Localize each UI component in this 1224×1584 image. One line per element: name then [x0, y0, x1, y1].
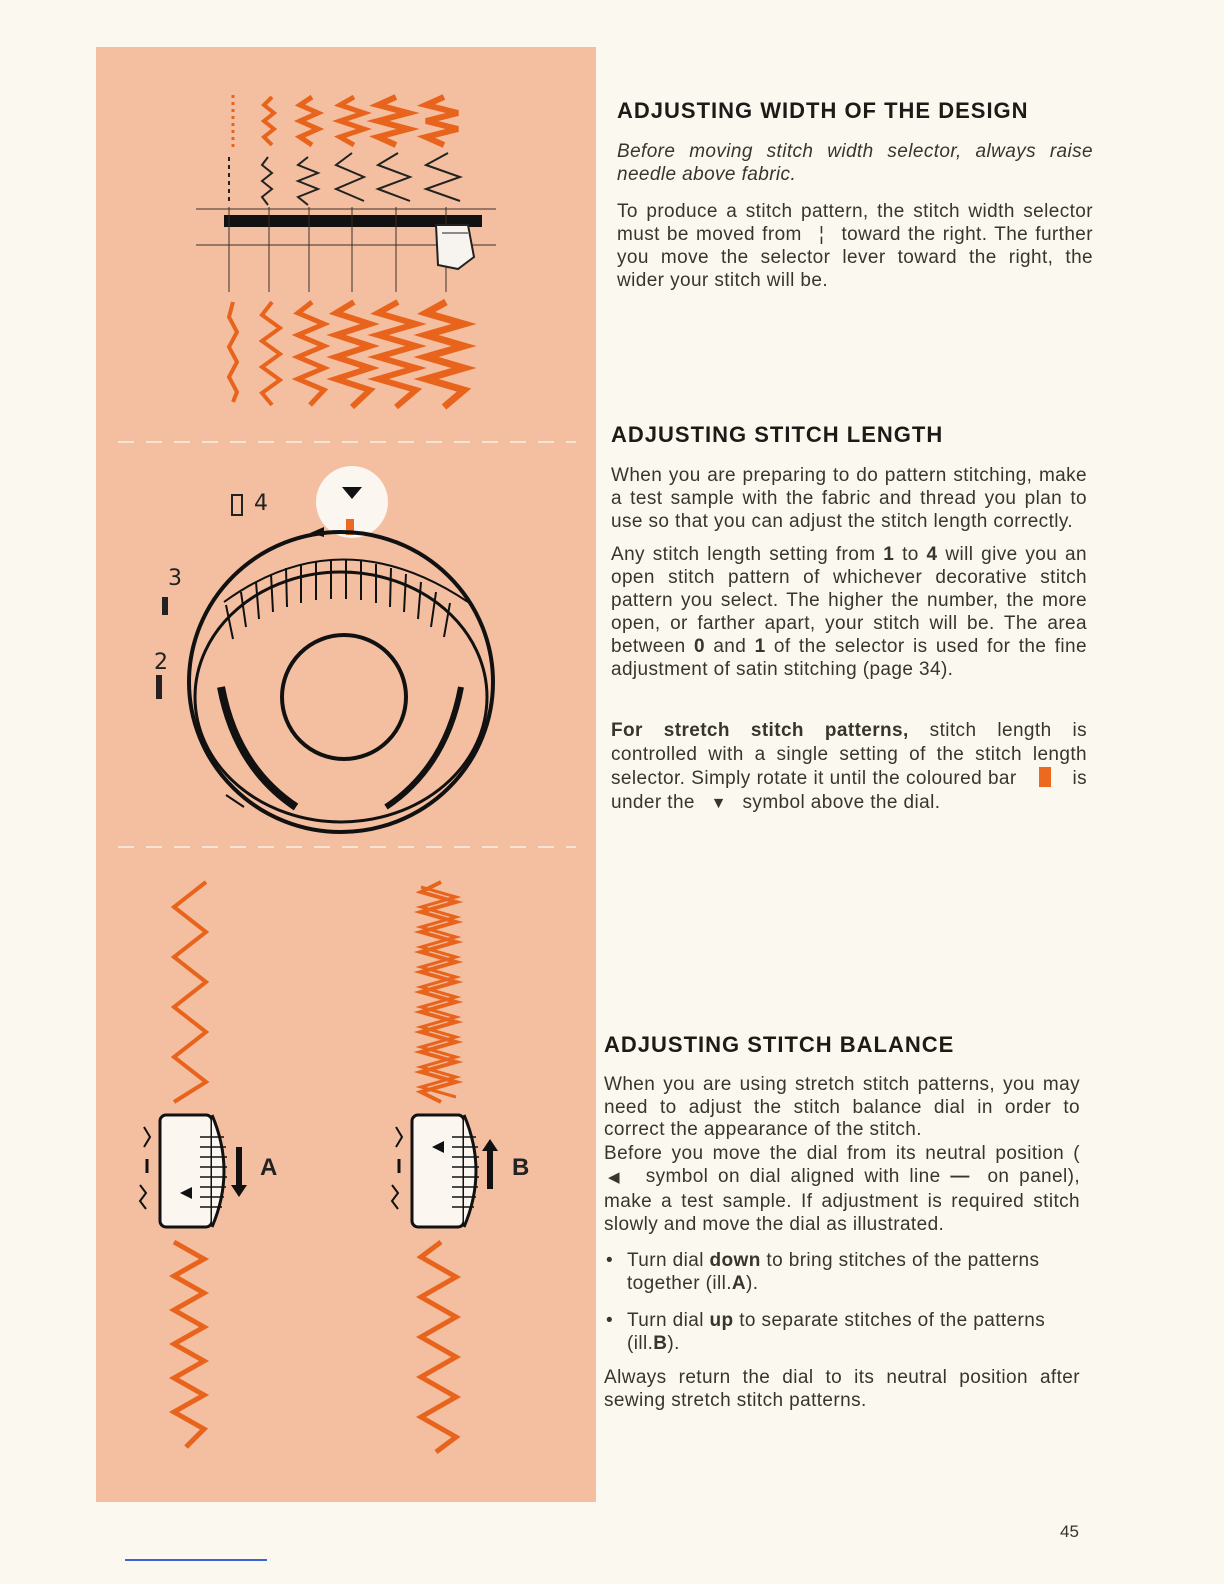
list-item: • Turn dial up to separate stitches of the patterns (ill.B).	[606, 1309, 1046, 1354]
bullet-icon: •	[606, 1309, 614, 1331]
section-balance-para1: When you are using stretch stitch patterns, you may need to adjust the stitch balance dial in order to correct the appearance of the stitch.	[604, 1074, 1080, 1140]
section-width	[617, 98, 1093, 292]
stitch-balance-illustration-a	[140, 882, 277, 1447]
bottom-link-underline	[125, 1559, 267, 1561]
dial-number-4: 4	[254, 491, 268, 516]
section-width-body: To produce a stitch pattern, the stitch width selector must be moved from ¦ toward the right. The further you move the selector lever toward the right, the wider your stitch will be.	[617, 201, 1094, 291]
section-width-note: Before moving stitch width selector, always raise needle above fabric.	[617, 141, 1093, 185]
section-length-para2: Any stitch length setting from 1 to 4 will give you an open stitch pattern of whichever decorative stitch pattern you select. The higher the number, the more open, or farther apart, your stitch will be. The area between 0 and 1 of the selector is used for the fine adjustment of satin stitching (page 34).	[611, 544, 1087, 680]
illustration-label-b: B	[512, 1154, 530, 1181]
section-balance-para3: Always return the dial to its neutral position after sewing stretch stitch patterns.	[604, 1366, 1080, 1411]
width-symbol: ¦	[818, 224, 825, 245]
dial-number-2: 2	[154, 650, 168, 675]
bullet-icon: •	[606, 1249, 614, 1271]
section-length-para3: For stretch stitch patterns, stitch length is controlled with a single setting of the stitch length selector. Simply rotate it until the coloured bar is under the ▼ symbol above the dial.	[611, 720, 1087, 813]
coloured-bar-icon	[1039, 767, 1051, 787]
section-length-title: ADJUSTING STITCH LENGTH	[611, 422, 944, 447]
list-item: • Turn dial down to bring stitches of the patterns together (ill.A).	[606, 1249, 1040, 1294]
section-length	[611, 422, 1087, 816]
section-balance-title: ADJUSTING STITCH BALANCE	[604, 1032, 955, 1057]
left-triangle-icon: ◀	[608, 1169, 624, 1186]
dash-line-icon: —	[950, 1166, 970, 1187]
stitch-width-illustration	[196, 95, 496, 407]
section-balance-para2: Before you move the dial from its neutral position ( ◀ symbol on dial aligned with line — on panel), make a test sample. If adjustment is required stitch slowly and move the dial as illustrated.	[604, 1142, 1080, 1235]
down-triangle-icon: ▼	[710, 795, 727, 812]
illustration-panel	[96, 47, 596, 1502]
page-number: 45	[1060, 1522, 1079, 1541]
illustration-svg	[96, 47, 596, 1502]
section-width-title: ADJUSTING WIDTH OF THE DESIGN	[617, 98, 1029, 123]
stitch-balance-illustration-b	[392, 882, 529, 1452]
section-length-para1: When you are preparing to do pattern stitching, make a test sample with the fabric and thread you plan to use so that you can adjust the stitch length correctly.	[611, 465, 1087, 532]
stitch-length-dial	[154, 466, 493, 832]
illustration-label-a: A	[260, 1154, 278, 1181]
dial-number-3: 3	[168, 566, 182, 591]
balance-bullet-list	[604, 1249, 1080, 1355]
section-balance	[604, 1032, 1080, 1412]
